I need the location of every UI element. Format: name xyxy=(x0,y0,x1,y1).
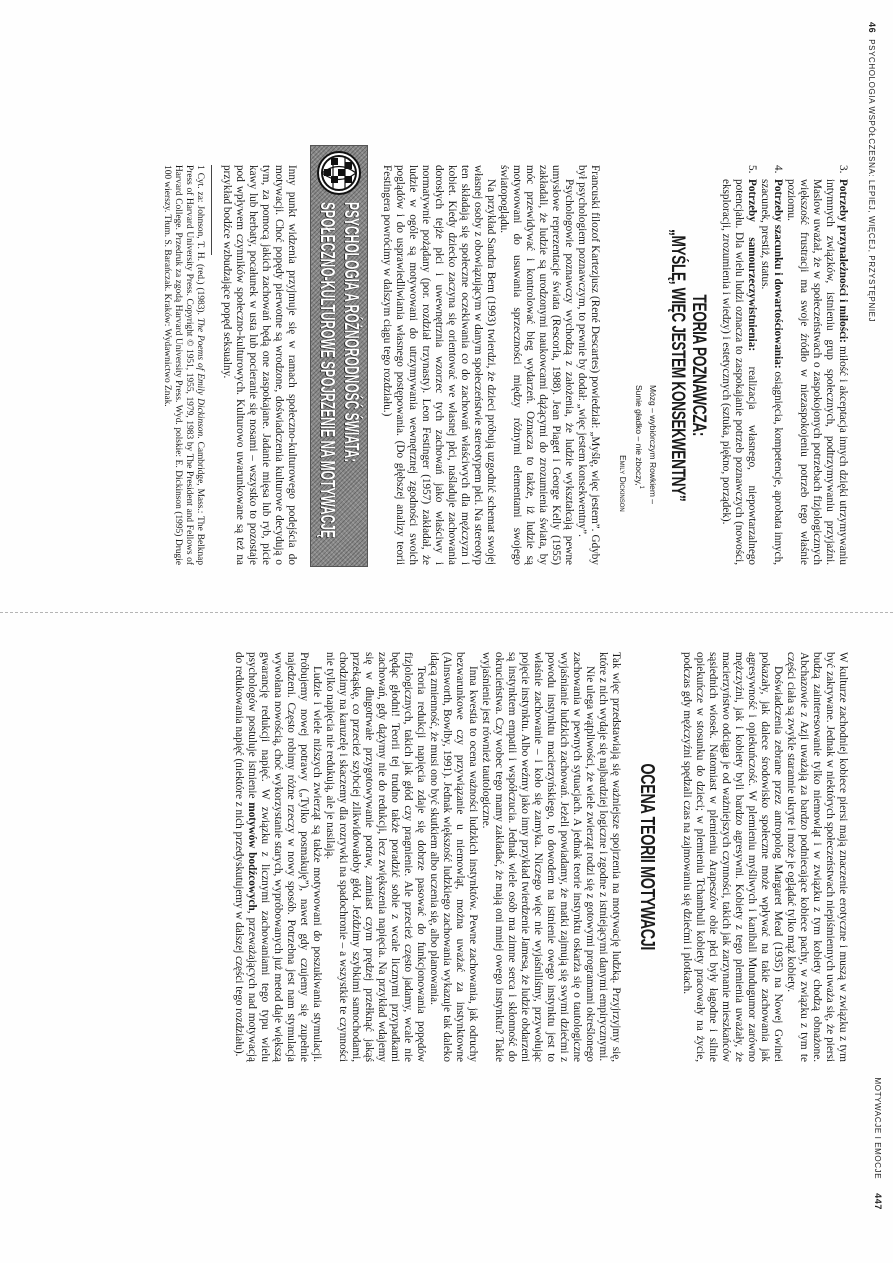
list-term: Potrzeby przynależności i miłości: xyxy=(837,179,849,343)
footnote-number: 1 xyxy=(195,165,206,170)
paragraph: Nie ulega wątpliwości, że wiele zwierząt rodzi się z gotowymi programami określonego zachowania w pewnych sytuacjach. A jednak teorie instynktu oskarża się o tautologiczne wyjaśnianie ludzkich zachowań. Jeżeli powiadamy, że matki zajmują się swymi dziećmi z powodu instynktu macierzyńskiego, to dowodem na istnienie owego instynktu jest to właśnie zachowanie – i koło się zamyka. Niczego więc nie wyjaśniliśmy, przywołując pojęcie instynktu. Albo weźmy jako inny przykład twierdzenie Jamesa, że ludzie obdarzeni są instynktem empatii i współczucia. Jednak wiele osób ma zimne serca i skłonność do okrucieństwa. Czy wobec tego mamy zakładać, że mają oni mniej owego instynktu? Takie wyjaśnienie jest również tautologiczne. xyxy=(480,652,596,1062)
key-term: motywów bodźcowych xyxy=(246,802,258,911)
epigraph-line xyxy=(633,385,647,565)
section-title-text: „MYŚLĘ, WIĘC JESTEM KONSEKWENTNY” xyxy=(667,228,688,502)
right-page-number: 447 xyxy=(873,1193,883,1210)
right-page xyxy=(232,652,893,1062)
feature-box-text xyxy=(220,165,298,565)
paragraph-text: , przeważających nad motywacją do redukowania napięć (niektóre z nich przedyskutujemy w dalszej części tego rozdziału). xyxy=(233,652,258,1062)
paragraph: W kulturze zachodniej kobiece piersi mają znaczenie erotyczne i muszą w związku z tym być zakrywane. Jednak w niektórych społeczeństwach niepiśmiennych uważa się, że piersi budzą zainteresowanie tylko niemowląt i w związku z tym kobiety chodzą obnażone. Abchazowie z Azji uważają za bardzo podniecające kobiece pachy, w związku z tym te części ciała są zwykle starannie ukryte i może je oglądać tylko mąż kobiety. xyxy=(785,652,849,1062)
feature-box-title: PSYCHOLOGIA A RÓŻNORODNOŚĆ ŚWIATA: xyxy=(340,202,363,463)
paragraph: Tak więc przedstawiają się ważniejsze spojrzenia na motywację ludzką. Przyjrzyjmy się, które z nich wydaje się najbardziej logiczne i zgodne z istniejącymi danymi empirycznymi. xyxy=(597,652,622,1062)
footnote-book-title: The Poems of Emily Dickinson xyxy=(195,317,206,437)
paragraph: Inny punkt widzenia przyjmuje się w ramach społeczno-kulturowego podejścia do motywacji. Choć popędy pierwotne są wrodzone, doświadczenia kulturowe decydują o tym, za pomocą jakich zachowań będą one zaspokajane. Jadanie mięsa lub ryb, picie kawy lub herbaty, pocałunek w usta lub pocieranie się nosami – wszystko to pozostaje pod wpływem czynników społeczno-kulturowych. Kulturowo uwarunkowane są też na przykład bodźce wzbudzające popęd seksualny. xyxy=(221,165,299,565)
section-heading xyxy=(636,652,658,1062)
section-title-text: TEORIA POZNAWCZA: xyxy=(688,294,709,436)
globe-icon xyxy=(316,150,362,196)
list-number: 3. xyxy=(837,165,849,174)
list-term: Potrzeby szacunku i dowartościowania: xyxy=(772,179,784,369)
section-heading-text: OCENA TEORII MOTYWACJI xyxy=(636,763,658,951)
feature-box-header xyxy=(310,145,368,567)
list-number: 4. xyxy=(772,165,784,174)
section-title-line1 xyxy=(688,165,709,565)
left-running-title: PSYCHOLOGIA WSPÓŁCZESNA: LEPIEJ, WIĘCEJ, PRZYSTĘPNIEJ xyxy=(867,39,876,323)
left-page-number: 46 xyxy=(867,22,877,34)
list-item xyxy=(758,165,784,565)
left-page xyxy=(161,165,893,565)
list-item xyxy=(784,165,849,565)
footnote-text: . Cambridge, Mass.: The Belknap Press of Harvard University Press. Copyright © 1951, 1955, 1979, 1983 by The President and Fellows of Harvard College. Przedruk za zgodą Harvard University Press. Wyd. polskie: E. Dickinson (1995) Drugie 100 wierszy. Tłum. S. Barańczak. Kraków: Wydawnictwo Znak. xyxy=(162,165,206,566)
feature-box-titles xyxy=(315,202,363,562)
section-title xyxy=(667,165,709,565)
paragraph: Psychologowie poznawczy wychodzą z założenia, że ludzie wykształcają pewne umysłowe reprezentacje świata (Rescorla, 1988). Jean Piaget i George Kelly (1955) zakładali, że ludzie są urodzonymi naukowcami dążącymi do zrozumienia świata, by móc przewidywać i kontrolować bieg wydarzeń. Oznacza to także, iż ludzie są motywowani do usuwania sprzeczności między różnymi elementami swojego światopoglądu. xyxy=(498,165,576,565)
section-heading-line xyxy=(636,652,658,1062)
footnote-divider xyxy=(211,165,212,255)
list-number: 5. xyxy=(746,165,758,174)
paragraph-text: Ludzie i wiele niższych zwierząt są także motywowani do poszukiwania stymulacji. Próbujemy nowej potrawy („Tylko posmakuję”), nawet gdy czujemy się zupełnie najedzeni. Często robimy różne rzeczy w nowy sposób. Potrzebna jest nam stymulacja wywołana nowością, choć wykorzystanie starych, wypróbowanych już metod daje większą gwarancję redukcji napięć. W związku z licznymi zachowaniami tego typu wielu psychologów postuluje istnienie xyxy=(246,652,323,1062)
list-text: osiągnięcia, kompetencje, aprobata innych, szacunek, prestiż, status. xyxy=(759,179,784,565)
section-title-line2 xyxy=(667,165,688,565)
right-body-text xyxy=(232,652,622,1062)
paragraph: Na przykład Sandra Bem (1993) twierdzi, że dzieci próbują uzgodnić schemat swojej własnej osoby z obowiązującym w danym społeczeństwie stereotypem płci. Na stereotyp ten składają się społeczne oczekiwania co do zachowań właściwych dla mężczyzn i kobiet. Kiedy dziecko zaczyna się orientować we własnej płci, naśladuje zachowania dorosłych tejże płci i uwewnętrznia wzorzec tych zachowań jako właściwy i normatywnie pożądany (por. rozdział trzynasty). Leon Festinger (1957) zakładał, że ludzie w ogóle są motywowani do utrzymywania wewnętrznej zgodności swoich poglądów i do usprawiedliwiania własnego postępowania. (Do głębszej analizy teorii Festingera powrócimy w dalszym ciągu tego rozdziału.) xyxy=(381,165,498,565)
right-running-title: MOTYWACJE I EMOCJE xyxy=(873,1077,882,1180)
paragraph: Inna kwestia to ocena ważności ludzkich instynktów. Pewne zachowania, jak odruchy bezwarunkowe czy przywiązanie u niemowląt, można uważać za instynktowne (Ainsworth, Bowlby, 1991). Jednak większość ludzkiego zachowania wykazuje tak daleko idącą zmienność, że musi ono być skutkiem albo uczenia się, albo planowania. xyxy=(428,652,479,1062)
left-body-text xyxy=(380,165,601,565)
paragraph: Francuski filozof Kartezjusz (René Descartes) powiedział: „Myślę, więc jestem”. Gdyby był psychologiem poznawczym, to pewnie by dodał: „więc jestem konsekwentny”. xyxy=(576,165,602,565)
paragraph: Doświadczenia zebrane przez antropolog Margaret Mead (1935) na Nowej Gwinei pokazały, jak dalece środowisko społeczne może wpływać na takie zachowania jak agresywność i opiekuńczość. W plemieniu myśliwych i kanibali Mundugumor zarówno mężczyźni, jak i kobiety byli bardzo agresywni. Kobiety z tego plemienia uważały, że macierzyństwo odciąga je od ważniejszych czynności, takich jak zarzynanie mieszkańców sąsiednich wiosek. Natomiast w plemieniu Arapeszów obie płci były łagodne i silnie opiekuńcze w stosunku do dzieci; w plemieniu Tchambuli kobiety pracowały na życie, podczas gdy mężczyźni spędzali czas na zajmowaniu się dziećmi i plotkach. xyxy=(681,652,784,1062)
list-item xyxy=(719,165,758,565)
footnote-text: Cyt. za: Johnson, T. H. (red.) (1983). xyxy=(195,169,206,318)
footnote xyxy=(161,165,205,565)
needs-list xyxy=(719,165,849,565)
feature-box-subtitle: SPOŁECZNO-KULTUROWE SPOJRZENIE NA MOTYWACJĘ xyxy=(316,202,339,539)
right-top-text xyxy=(680,652,849,1062)
footnote-mark: 1 xyxy=(638,485,644,489)
list-term: Potrzeby samourzeczywistnienia: xyxy=(746,179,758,352)
epigraph-text: Sunie gładko – nie zboczy, xyxy=(634,385,645,486)
paragraph xyxy=(232,652,323,1062)
paragraph: Teoria redukcji napięcia zdaje się dobrze pasować do funkcjonowania popędów fizjologicznych, takich jak głód czy pragnienie. Ale przecież często jadamy, wcale nie będąc głodni! Teorii tej trudno także poradzić sobie z wcale licznymi przypadkami zachowań, gdy dążymy nie do redukcji, lecz zwiększenia napięcia. Na przykład wdajemy się w długotrwałe przygotowywanie potraw, zamiast czym prędzej przełknąć jakąś przekąskę, co przecież szybciej zlikwidowałoby głód. Jeździmy szybkimi samochodami, chodzimy na karuzelę i skaczemy dla rozrywki na spadochronie – a wszystkie te czynności nie tylko napięcia nie redukują, ale je nasilają. xyxy=(324,652,427,1062)
epigraph xyxy=(617,385,659,565)
page-gutter xyxy=(0,612,893,613)
epigraph-author: Emily Dickinson xyxy=(618,455,629,512)
list-text: realizacja własnego, niepowtarzalnego potencjału. Dla wielu ludzi oznacza to zaspokajanie potrzeb poznawczych (nowości, eksploracji, zrozumienia i wiedzy) i estetycznych (sztuka, piękno, porządek). xyxy=(720,179,758,565)
epigraph-line: Mózg – wybiórczym Rowkiem – xyxy=(648,385,658,505)
list-text: miłość i akceptacja innych dzięki utrzymywaniu intymnych związków, istnieniu grup społecznych, podtrzymywaniu przyjaźni. Maslow uważał, że w społeczeństwach o zaspokojonych potrzebach fizjologicznych większość frustracji ma swoje źródło w niezaspokojeniu potrzeb tego właśnie poziomu. xyxy=(785,179,849,565)
